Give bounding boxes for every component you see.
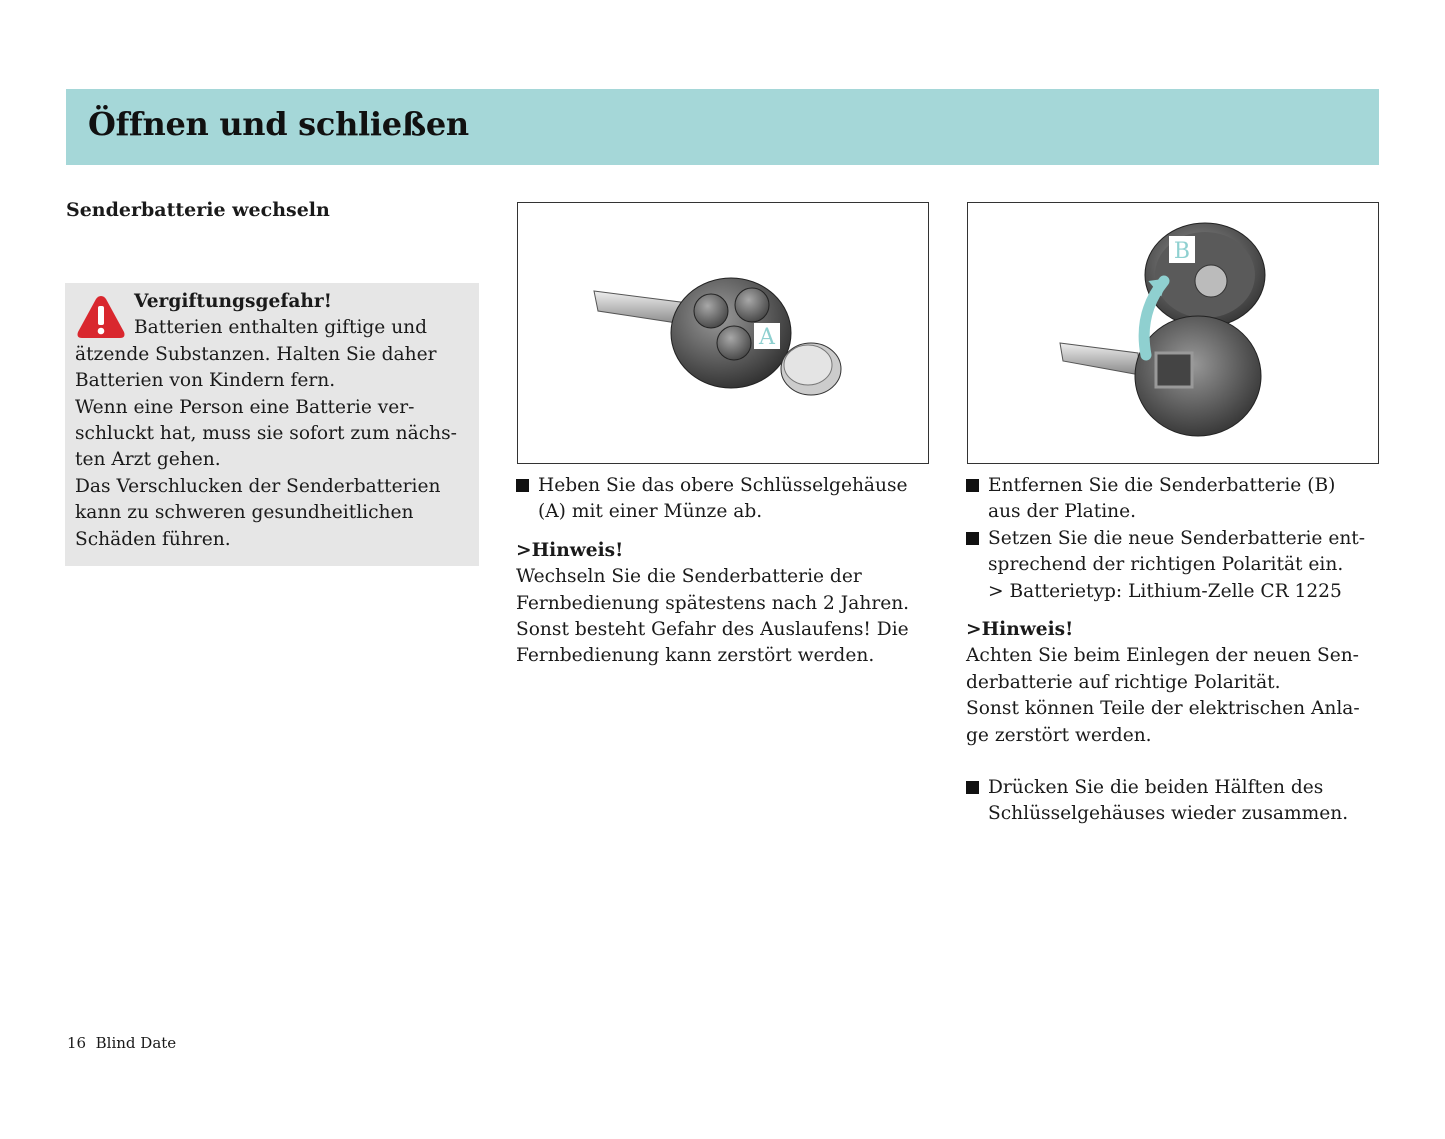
step-text: (A) mit einer Münze ab.: [538, 501, 763, 523]
warning-line: Wenn eine Person eine Batterie ver-: [75, 396, 415, 418]
warning-line: ten Arzt gehen.: [75, 449, 221, 471]
opened-key-fob-illustration: [968, 203, 1378, 463]
warning-box: [65, 283, 479, 566]
footer-title: Blind Date: [95, 1034, 177, 1052]
note-line: Sonst können Teile der elektrischen Anla-: [966, 698, 1360, 720]
warning-line: Schäden führen.: [75, 528, 231, 550]
note-title: >Hinweis!: [966, 618, 1074, 640]
note-line: Fernbedienung kann zerstört werden.: [516, 645, 875, 667]
figure-label-a: A: [759, 325, 775, 350]
page-title: Öffnen und schließen: [88, 105, 469, 143]
note-line: Wechseln Sie die Senderbatterie der: [516, 566, 862, 588]
warning-line: schluckt hat, muss sie sofort zum nächs-: [75, 422, 457, 444]
step-text: Drücken Sie die beiden Hälften des: [988, 776, 1324, 798]
step-text: sprechend der richtigen Polarität ein.: [988, 554, 1344, 576]
step-text: Setzen Sie die neue Senderbatterie ent-: [988, 527, 1366, 549]
chapter-header: [66, 89, 1379, 165]
note-line: Sonst besteht Gefahr des Auslaufens! Die: [516, 618, 909, 640]
warning-line: Batterien enthalten giftige und: [134, 317, 428, 339]
step-remove-battery: [966, 473, 1365, 499]
note-title: >Hinweis!: [516, 539, 624, 561]
step-remove-housing: [516, 473, 909, 499]
figure-open-key-housing: [517, 202, 929, 464]
warning-line: kann zu schweren gesundheitlichen: [75, 502, 414, 524]
bullet-icon: [966, 479, 979, 492]
page-number: 16: [67, 1034, 87, 1052]
note-line: ge zerstört werden.: [966, 724, 1152, 746]
step-text: Entfernen Sie die Senderbatterie (B): [988, 475, 1336, 496]
figure-remove-battery: [967, 202, 1379, 464]
warning-line: Batterien von Kindern fern.: [75, 370, 336, 392]
note-line: derbatterie auf richtige Polarität.: [966, 671, 1281, 693]
section-title: Senderbatterie wechseln: [66, 199, 330, 221]
note-line: Fernbedienung spätestens nach 2 Jahren.: [516, 592, 910, 614]
bullet-icon: [516, 479, 529, 492]
step-close-housing: [966, 775, 1365, 801]
warning-line: Das Verschlucken der Senderbatterien: [75, 475, 441, 497]
battery-type: > Batterietyp: Lithium-Zelle CR 1225: [988, 580, 1342, 602]
step-text: Heben Sie das obere Schlüsselgehäuse: [538, 475, 908, 496]
step-text: aus der Platine.: [988, 501, 1137, 523]
note-line: Achten Sie beim Einlegen der neuen Sen-: [966, 645, 1359, 667]
page-footer: [67, 1034, 176, 1052]
warning-title: Vergiftungsgefahr!: [134, 291, 332, 312]
bullet-icon: [966, 781, 979, 794]
bullet-icon: [966, 532, 979, 545]
step-text: Schlüsselgehäuses wieder zusammen.: [988, 803, 1349, 825]
warning-line: ätzende Substanzen. Halten Sie daher: [75, 343, 437, 365]
column-3-text: [966, 473, 1365, 828]
figure-label-b: B: [1173, 239, 1191, 264]
column-2-text: [516, 473, 909, 670]
key-fob-illustration: [518, 203, 928, 463]
step-insert-battery: [966, 526, 1365, 552]
